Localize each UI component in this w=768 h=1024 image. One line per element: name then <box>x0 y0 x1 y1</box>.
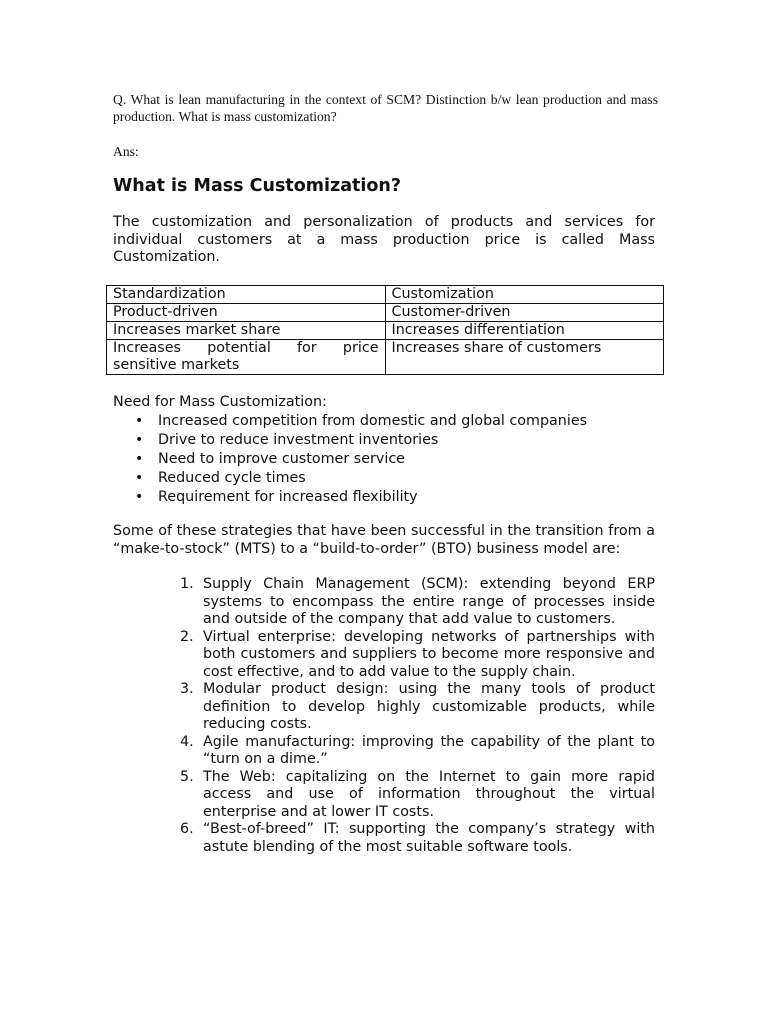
list-item <box>113 469 587 488</box>
list-item <box>113 821 655 856</box>
strategy-text: “Best-of-breed” IT: supporting the company’s strategy with astute blending of the most suitable software tools. <box>203 821 655 855</box>
question-text: Q. What is lean manufacturing in the context of SCM? Distinction b/w lean production and mass production. What is mass customization? <box>113 92 658 124</box>
table-row <box>107 340 664 375</box>
list-number: 4. <box>180 733 194 750</box>
table-cell-share-of-customers: Increases share of customers <box>385 340 664 375</box>
table-cell-product-driven: Product-driven <box>107 304 386 322</box>
bullet-icon: • <box>135 432 144 448</box>
table-cell-differentiation: Increases differentiation <box>385 322 664 340</box>
needs-title: Need for Mass Customization: <box>113 394 327 410</box>
bullet-icon: • <box>135 451 144 467</box>
list-item <box>113 576 655 629</box>
list-item <box>113 734 655 769</box>
strategies-intro: Some of these strategies that have been successful in the transition from a “make-to-stock” (MTS) to a “build-to-order” (BTO) business model are: <box>113 523 655 557</box>
table-row <box>107 322 664 340</box>
table-cell-market-share: Increases market share <box>107 322 386 340</box>
needs-item-text: Reduced cycle times <box>158 470 306 486</box>
answer-label: Ans: <box>113 144 139 159</box>
strategy-text: Virtual enterprise: developing networks of partnerships with both customers and suppliers to become more responsive and cost effective, and to add value to the supply chain. <box>203 628 655 680</box>
list-item <box>113 629 655 682</box>
needs-item-text: Drive to reduce investment inventories <box>158 432 439 448</box>
strategy-text: Agile manufacturing: improving the capability of the plant to “turn on a dime.” <box>203 733 655 767</box>
intro-paragraph: The customization and personalization of products and services for individual customers at a mass production price is called Mass Customization. <box>113 214 655 266</box>
needs-item-text: Need to improve customer service <box>158 451 405 467</box>
list-number: 6. <box>180 821 194 837</box>
table-cell-customization: Customization <box>385 286 664 304</box>
list-item <box>113 681 655 734</box>
table-cell-standardization: Standardization <box>107 286 386 304</box>
section-heading: What is Mass Customization? <box>113 176 402 196</box>
strategies-list <box>113 576 655 856</box>
needs-item-text: Increased competition from domestic and global companies <box>158 413 588 429</box>
list-number: 2. <box>180 628 194 645</box>
needs-item-text: Requirement for increased flexibility <box>158 489 418 505</box>
needs-list <box>113 412 587 507</box>
strategy-text: The Web: capitalizing on the Internet to gain more rapid access and use of information throughout the virtual enterprise and at lower IT costs. <box>203 768 655 820</box>
list-item <box>113 431 587 450</box>
table-row <box>107 286 664 304</box>
bullet-icon: • <box>135 489 144 505</box>
comparison-table <box>106 285 664 375</box>
strategy-text: Modular product design: using the many tools of product definition to develop highly customizable products, while reducing costs. <box>203 681 655 732</box>
strategy-text: Supply Chain Management (SCM): extending beyond ERP systems to encompass the entire range of processes inside and outside of the company that add value to customers. <box>203 576 655 627</box>
table-cell-price-sensitive: Increases potential for price sensitive markets <box>107 340 386 375</box>
list-number: 5. <box>180 768 194 785</box>
bullet-icon: • <box>135 470 144 486</box>
table-row <box>107 304 664 322</box>
list-item <box>113 488 587 507</box>
list-item <box>113 769 655 822</box>
bullet-icon: • <box>135 413 144 429</box>
list-item <box>113 450 587 469</box>
list-item <box>113 412 587 431</box>
list-number: 3. <box>180 681 194 697</box>
list-number: 1. <box>180 576 194 592</box>
table-cell-customer-driven: Customer-driven <box>385 304 664 322</box>
